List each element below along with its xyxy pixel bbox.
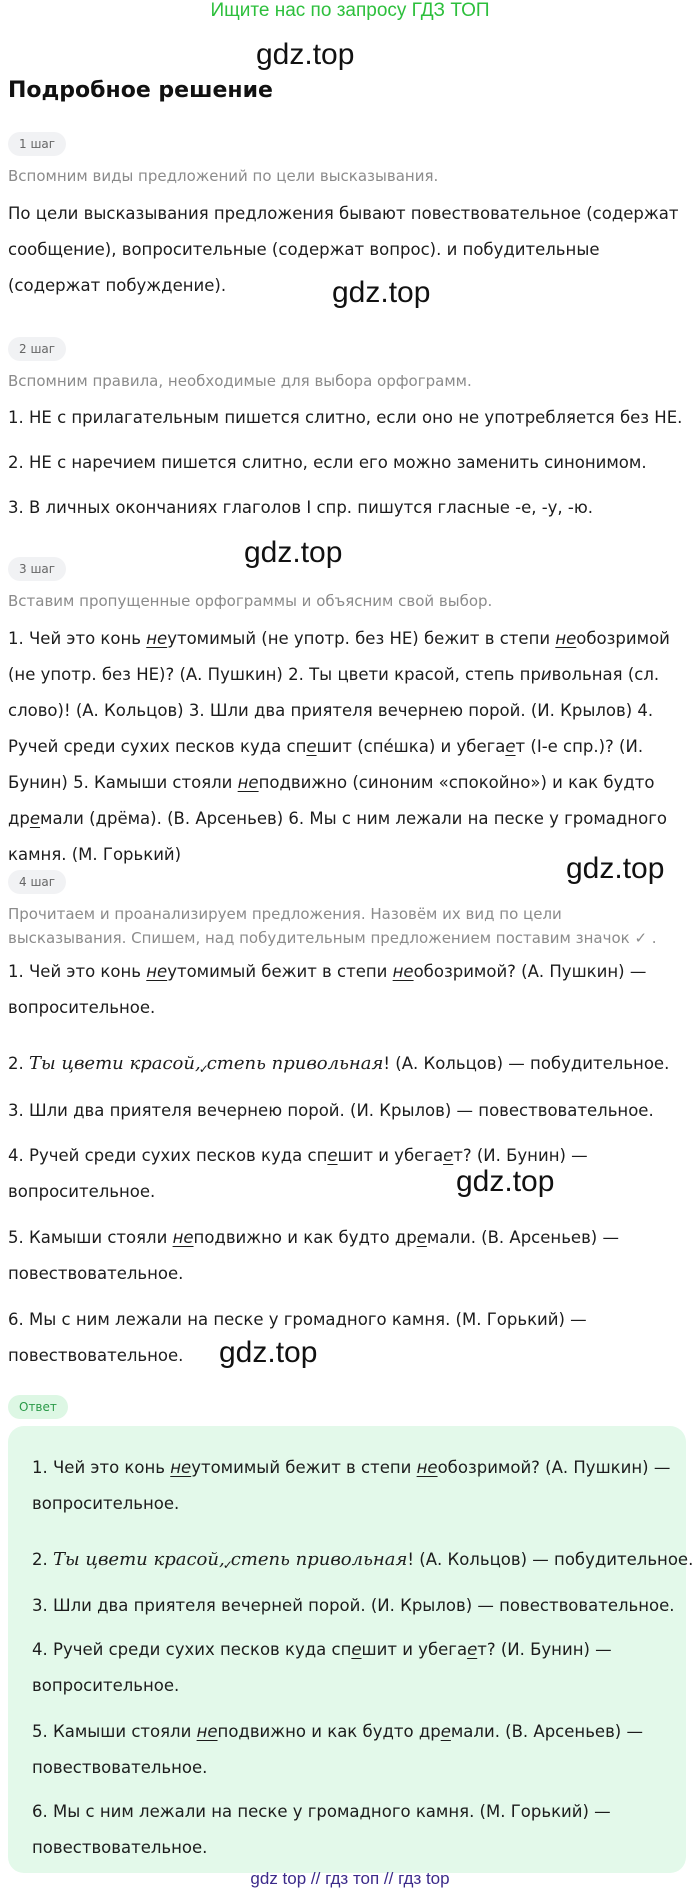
answer-item: 5. Камыши стояли неподвижно и как будто дремали. (В. Арсеньев) — повествовательное. bbox=[32, 1722, 643, 1777]
page-title: Подробное решение bbox=[8, 78, 273, 103]
answer-item: 3. Шли два приятеля вечерней порой. (И. Крылов) — повествовательное. bbox=[32, 1596, 675, 1615]
rule-item: 3. В личных окончаниях глаголов I спр. пишутся гласные -е, -у, -ю. bbox=[8, 498, 594, 517]
step-badge: 4 шаг bbox=[8, 870, 66, 894]
step-hint: Вспомним виды предложений по цели высказывания. bbox=[8, 167, 439, 185]
answer-item: 1. Чей это конь неутомимый бежит в степи необозримой? (А. Пушкин) — вопросительное. bbox=[32, 1458, 671, 1513]
answer-item: 6. Мы с ним лежали на песке у громадного камня. (М. Горький) — повествовательное. bbox=[32, 1802, 611, 1857]
watermark: gdz.top bbox=[244, 536, 343, 569]
watermark: gdz.top bbox=[219, 1336, 318, 1369]
sentence-item: 3. Шли два приятеля вечернею порой. (И. Крылов) — повествовательное. bbox=[8, 1101, 654, 1120]
rule-item: 1. НЕ с прилагательным пишется слитно, если оно не употребляется без НЕ. bbox=[8, 408, 683, 427]
step-hint: Вставим пропущенные орфограммы и объясним свой выбор. bbox=[8, 592, 493, 610]
answer-item: 4. Ручей среди сухих песков куда спешит и убегает? (И. Бунин) — вопросительное. bbox=[32, 1640, 612, 1695]
top-banner[interactable]: Ищите нас по запросу ГДЗ ТОП bbox=[210, 0, 490, 21]
footer-links[interactable]: gdz top // гдз топ // гдз top bbox=[250, 1869, 450, 1888]
step-badge: 3 шаг bbox=[8, 557, 66, 581]
sentence-item: 1. Чей это конь неутомимый бежит в степи необозримой? (А. Пушкин) — вопросительное. bbox=[8, 962, 647, 1017]
answer-item: 2. Ты цвети красой, ✓ степь привольная! (А. Кольцов) — побудительное. bbox=[32, 1549, 694, 1572]
step-hint: Прочитаем и проанализируем предложения. Назовём их вид по цели высказывания. Спишем, над побудительным предложением поставим значок ✓ . bbox=[8, 905, 657, 947]
sentence-item: 5. Камыши стояли неподвижно и как будто дремали. (В. Арсеньев) — повествовательное. bbox=[8, 1228, 619, 1283]
step-hint: Вспомним правила, необходимые для выбора орфограмм. bbox=[8, 372, 472, 390]
answer-badge: Ответ bbox=[8, 1395, 68, 1419]
sentence-item: 4. Ручей среди сухих песков куда спешит и убегает? (И. Бунин) — вопросительное. bbox=[8, 1146, 588, 1201]
sentence-item: 6. Мы с ним лежали на песке у громадного камня. (М. Горький) — повествовательное. bbox=[8, 1310, 587, 1365]
step-text: По цели высказывания предложения бывают повествовательное (содержат сообщение), вопросительные (содержат вопрос). и побудительные (содержат побуждение). bbox=[8, 204, 679, 295]
step-badge: 2 шаг bbox=[8, 337, 66, 361]
watermark: gdz.top bbox=[566, 852, 665, 885]
watermark: gdz.top bbox=[256, 38, 355, 71]
watermark: gdz.top bbox=[456, 1165, 555, 1198]
rule-item: 2. НЕ с наречием пишется слитно, если его можно заменить синонимом. bbox=[8, 453, 647, 472]
step-3-text: 1. Чей это конь неутомимый (не употр. без НЕ) бежит в степи необозримой (не употр. без НЕ)? (А. Пушкин) 2. Ты цвети красой, степь привольная (сл. слово)! (А. Кольцов) 3. Шли два приятеля вечернею порой. (И. Крылов) 4. Ручей среди сухих песков куда спешит (спе́шка) и убегает (I-е спр.)? (И. Бунин) 5. Камыши стояли неподвижно (синоним «спокойно») и как будто дремали (дрёма). (В. Арсеньев) 6. Мы с ним лежали на песке у громадного камня. (М. Горький) bbox=[8, 629, 670, 864]
watermark: gdz.top bbox=[332, 276, 431, 309]
step-badge: 1 шаг bbox=[8, 132, 66, 156]
sentence-item: 2. Ты цвети красой, ✓ степь привольная! (А. Кольцов) — побудительное. bbox=[8, 1053, 670, 1076]
